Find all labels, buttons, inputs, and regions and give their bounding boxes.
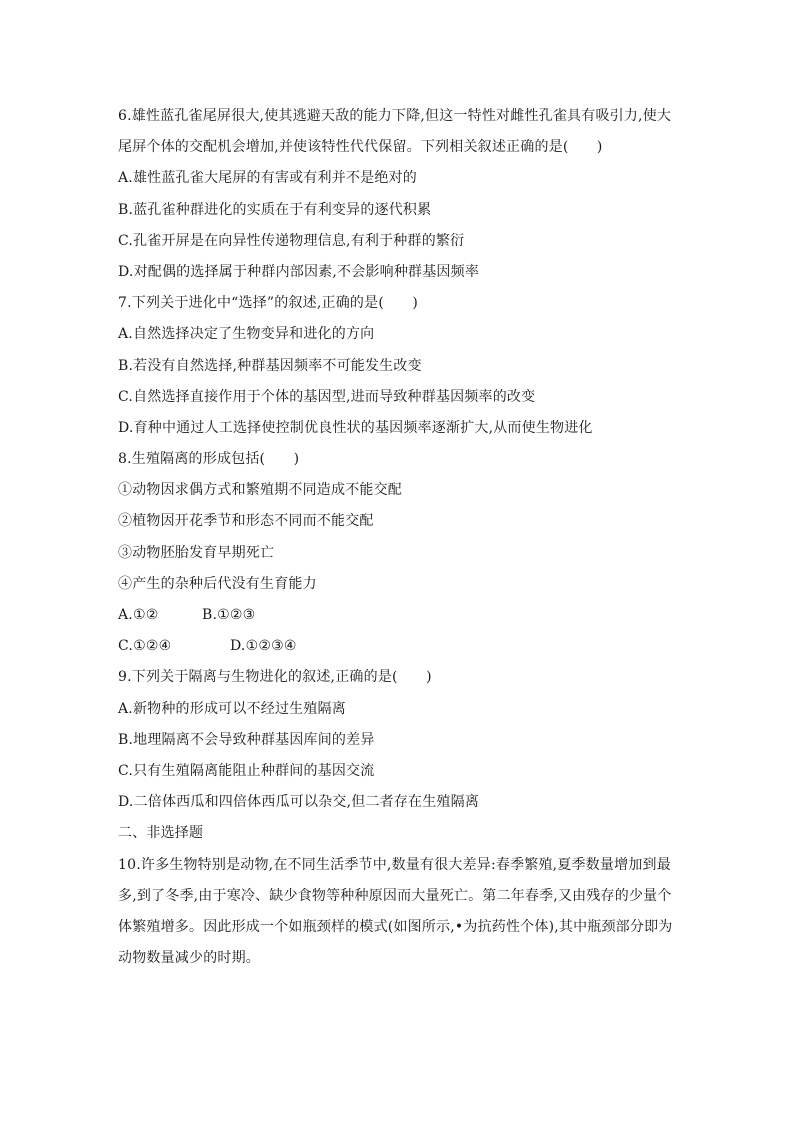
page-content — [118, 101, 683, 974]
question-9-option-b: B.地理隔离不会导致种群基因库间的差异 — [118, 731, 375, 748]
question-7-stem: 7.下列关于进化中“选择”的叙述,正确的是( ) — [118, 295, 419, 312]
question-7 — [118, 288, 683, 444]
question-10-line-1: 10.许多生物特别是动物,在不同生活季节中,数量有很大差异:春季繁殖,夏季数量增加到最 — [118, 856, 671, 873]
question-8-option-a: A.①② — [118, 607, 159, 623]
question-8-option-d: D.①②③④ — [230, 638, 297, 655]
question-10-line-4: 动物数量减少的时期。 — [118, 950, 260, 967]
section-title-non-choice: 二、非选择题 — [118, 825, 204, 842]
question-6-option-d: D.对配偶的选择属于种群内部因素,不会影响种群基因频率 — [118, 263, 480, 280]
question-9-option-a: A.新物种的形成可以不经过生殖隔离 — [118, 700, 346, 717]
question-8-option-c: C.①②④ — [118, 638, 172, 655]
question-9-stem: 9.下列关于隔离与生物进化的叙述,正确的是( ) — [118, 669, 432, 686]
question-8-options-row-2 — [118, 631, 683, 662]
question-9-option-c: C.只有生殖隔离能阻止种群间的基因交流 — [118, 762, 375, 779]
question-8-item-2: ②植物因开花季节和形态不同而不能交配 — [118, 513, 374, 530]
question-7-option-c: C.自然选择直接作用于个体的基因型,进而导致种群基因频率的改变 — [118, 388, 536, 405]
question-6-option-a: A.雄性蓝孔雀大尾屏的有害或有利并不是绝对的 — [118, 170, 417, 187]
question-6-stem-line-2: 尾屏个体的交配机会增加,并使该特性代代保留。下列相关叙述正确的是( ) — [118, 139, 603, 156]
question-8-option-b: B.①②③ — [202, 607, 256, 623]
question-10 — [118, 850, 683, 975]
question-6-option-c: C.孔雀开屏是在向异性传递物理信息,有利于种群的繁衍 — [118, 232, 465, 249]
question-9 — [118, 662, 683, 818]
question-6-option-b: B.蓝孔雀种群进化的实质在于有利变异的逐代积累 — [118, 201, 432, 218]
question-8-item-1: ①动物因求偶方式和繁殖期不同造成不能交配 — [118, 482, 402, 499]
question-7-option-b: B.若没有自然选择,种群基因频率不可能发生改变 — [118, 357, 422, 374]
question-6 — [118, 101, 683, 288]
question-10-line-3: 体繁殖增多。因此形成一个如瓶颈样的模式(如图所示,•为抗药性个体),其中瓶颈部分即为 — [118, 918, 673, 935]
question-8-item-4: ④产生的杂种后代没有生育能力 — [118, 575, 317, 592]
question-10-line-2: 多,到了冬季,由于寒冷、缺少食物等种种原因而大量死亡。第二年春季,又由残存的少量个 — [118, 887, 672, 904]
question-8-stem: 8.生殖隔离的形成包括( ) — [118, 451, 300, 468]
question-9-option-d: D.二倍体西瓜和四倍体西瓜可以杂交,但二者存在生殖隔离 — [118, 794, 480, 811]
question-6-stem-line-1: 6.雄性蓝孔雀尾屏很大,使其逃避天敌的能力下降,但这一特性对雌性孔雀具有吸引力,使大 — [118, 108, 672, 124]
question-7-option-d: D.育种中通过人工选择使控制优良性状的基因频率逐渐扩大,从而使生物进化 — [118, 419, 593, 436]
question-8-item-3: ③动物胚胎发育早期死亡 — [118, 544, 275, 561]
question-8-options-row-1 — [118, 600, 683, 631]
question-8 — [118, 444, 683, 662]
question-7-option-a: A.自然选择决定了生物变异和进化的方向 — [118, 326, 375, 343]
